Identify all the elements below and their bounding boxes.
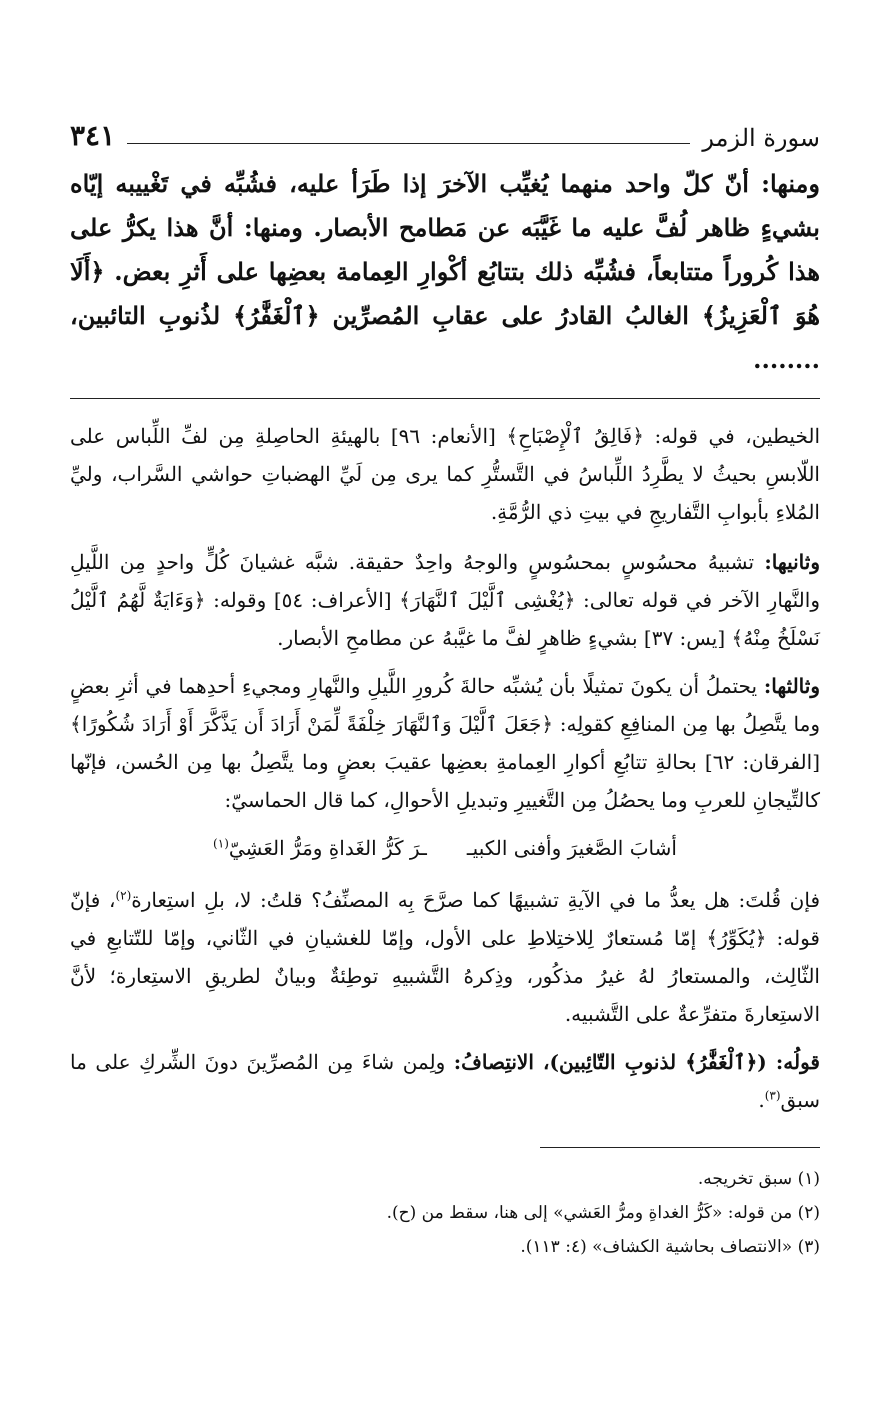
footnote-rule — [540, 1147, 820, 1148]
footnote-2: (٢) من قوله: «كَرُّ الغداةِ ومرُّ العَشي» إلى هنا، سقط من (ح). — [386, 1203, 820, 1223]
poem-first-hemistich: أشابَ الصَّغيرَ وأفنى الكبيـ — [466, 836, 677, 860]
third-aspect-text: يحتملُ أن يكونَ تمثيلًا بأن يُشبِّه حالةَ كُرورِ اللَّيلِ والنَّهارِ ومجيءِ أحدِهما في أثرِ بعضٍ وما يتَّصِلُ بها مِن المنافِعِ كقولِه: ﴿جَعَلَ ٱلَّيْلَ وَٱلنَّهَارَ خِلْفَةً لِّمَنْ أَرَادَ أَن يَذَّكَّرَ أَوْ أَرَادَ شُكُورًا﴾ [الفرقان: ٦٢] بحالةِ تتابُعِ أكوارِ العِمامةِ بعضِها عقيبَ بعضٍ وما يتَّصِلُ بها مِن الحُسن، فإنّها كالتِّيجانِ للعربِ وما يحصُلُ مِن التَّغييرِ وتبديلِ الأحوالِ، كما قال الحماسيّ: — [70, 674, 821, 812]
book-page — [70, 108, 820, 1264]
main-paragraph: ومنها: أنّ كلّ واحد منهما يُغيِّب الآخرَ إذا طَرَأ عليه، فشُبِّه في تَغْييبه إيّاه بشيءٍ ظاهر لُفَّ عليه ما غَيَّبَه عن مَطامح الأبصار. ومنها: أنَّ هذا يكرُّ على هذا كُروراً متتابعاً، فشُبِّه ذلك بتتابُع أكْوارِ العِمامة بعضِها على أَثرِ بعض. ﴿أَلَا هُوَ ٱلْعَزِيزُ﴾ الغالبُ القادرُ على عقابِ المُصرِّين ﴿ٱلْغَفَّٰرُ﴾ لذُنوبِ التائبين، ........ — [70, 169, 821, 374]
quote-lead: قولُه: (﴿ٱلْغَفَّٰرُ﴾ لذنوبِ التّائِبين)، الانتِصافُ: — [453, 1050, 820, 1074]
footnote-ref-3[interactable]: (٣) — [764, 1088, 781, 1103]
poem-second-text: ـرَ كَرُّ الغَداةِ ومَرُّ العَشِيّ — [228, 836, 427, 860]
footnote-ref-2[interactable]: (٢) — [115, 888, 132, 903]
answer-text: ، فإنّ قوله: ﴿يُكَوِّرُ﴾ إمّا مُستعارٌ لِلاختِلاطِ على الأول، وإمّا للغشيانِ في الثّاني، وإمّا للتّتابعِ في الثّالِث، والمستعارُ لهُ غيرُ مذكُور، وذِكرهُ التَّشبيهِ توطِئةٌ وبيانٌ لطريقِ الاستِعارة؛ لأنَّ الاستِعارةَ متفرِّعةٌ على التَّشبيه. — [70, 888, 820, 1026]
commentary — [70, 417, 820, 1119]
quote-end: . — [758, 1088, 765, 1112]
page-number: ٣٤١ — [70, 119, 116, 152]
running-header — [70, 108, 820, 152]
commentary-paragraph-2 — [70, 543, 820, 657]
commentary-paragraph-1: الخيطين، في قوله: ﴿فَالِقُ ٱلْإِصْبَاحِ﴾ [الأنعام: ٩٦] بالهيئةِ الحاصِلةِ مِن لفِّ اللِّباس على اللّابسِ بحيثُ لا يطَّرِدُ اللِّباسُ في التَّستُّرِ كما يرى مِن لَيِّ الهضباتِ حواشي السَّراب، وليِّ المُلاءِ بأبوابِ التَّفاريجِ في بيتِ ذي الرُّمَّةِ. — [70, 424, 821, 524]
footnotes — [70, 1162, 820, 1264]
footnote-3: (٣) «الانتصاف بحاشية الكشاف» (٤: ١١٣). — [520, 1237, 820, 1257]
second-aspect-lead: وثانيها: — [764, 550, 820, 574]
commentary-paragraph-3 — [70, 667, 820, 819]
poem-second-hemistich — [213, 829, 427, 867]
commentary-paragraph-4 — [70, 881, 820, 1033]
poem-verse — [70, 829, 820, 867]
surah-title: سورة الزمر — [702, 124, 820, 152]
second-aspect-text: تشبيهُ محسُوسٍ بمحسُوسٍ والوجهُ واحِدٌ حقيقة. شبَّه غشيانَ كُلٍّ واحدٍ مِن اللَّيلِ والنَّهارِ الآخر في قوله تعالى: ﴿يُغْشِى ٱلَّيْلَ ٱلنَّهَارَ﴾ [الأعراف: ٥٤] وقوله: ﴿وَءَايَةٌ لَّهُمُ ٱلَّيْلُ نَسْلَخُ مِنْهُ﴾ [يس: ٣٧] بشيءٍ ظاهرٍ لفَّ ما غيَّبهُ عن مطامحِ الأبصار. — [70, 550, 820, 650]
commentary-paragraph-5 — [70, 1043, 820, 1119]
footnote-ref-1[interactable]: (١) — [213, 836, 229, 851]
main-text — [70, 162, 820, 382]
footnote-1: (١) سبق تخريجه. — [697, 1169, 820, 1189]
question-text: فإن قُلتَ: هل يعدُّ ما في الآيةِ تشبيهًا كما صرَّحَ بِه المصنِّفُ؟ قلتُ: لا، بلِ استِعارة — [131, 888, 821, 912]
section-divider — [70, 398, 820, 399]
third-aspect-lead: وثالثها: — [763, 674, 820, 698]
header-rule — [127, 143, 690, 144]
quote-text: ولِمن شاءَ مِن المُصرِّينَ دونَ الشِّركِ على ما سبق — [70, 1050, 820, 1112]
